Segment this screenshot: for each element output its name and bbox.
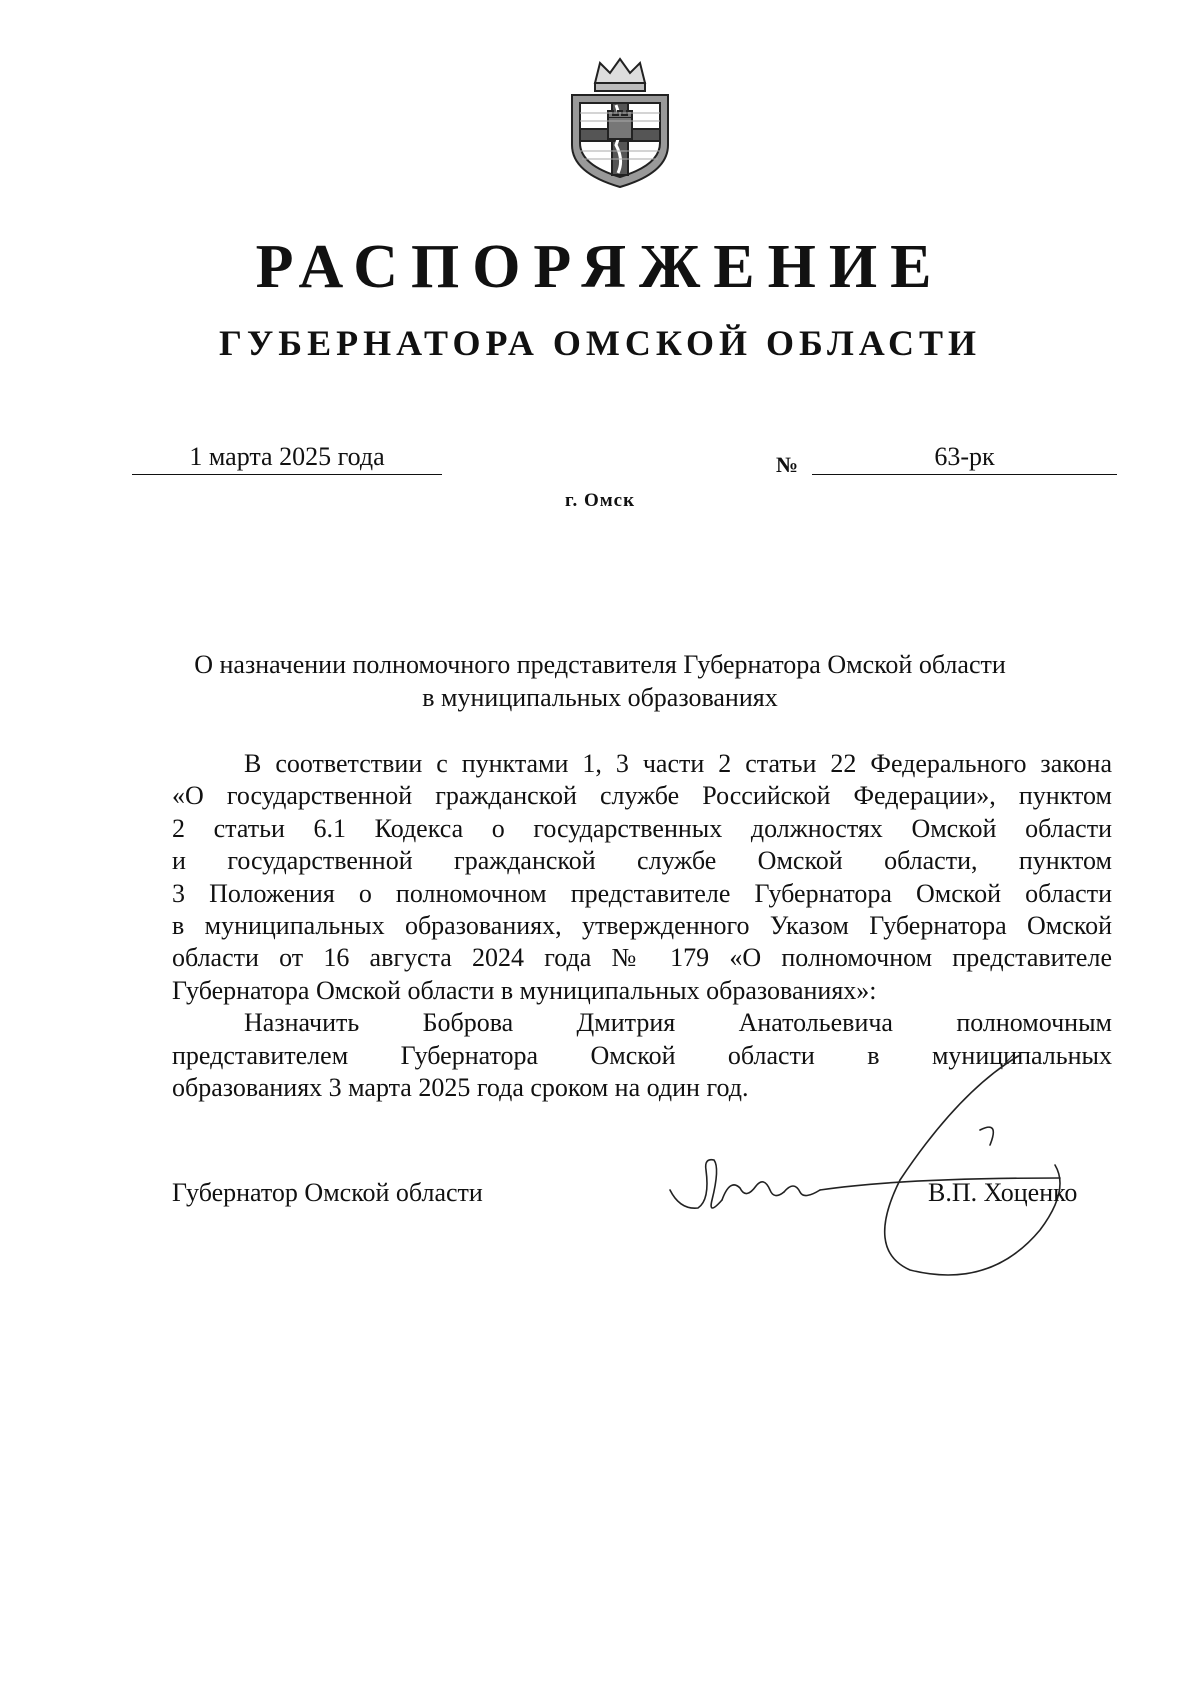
coat-of-arms-icon	[560, 55, 680, 190]
document-subtitle: ГУБЕРНАТОРА ОМСКОЙ ОБЛАСТИ	[218, 323, 982, 363]
body-line: образованиях 3 марта 2025 года сроком на один год.	[172, 1073, 749, 1103]
number-sign: №	[776, 452, 799, 477]
subject-line: О назначении полномочного представителя Губернатора Омской области	[194, 650, 1006, 679]
body-line: и государственной гражданской службе Омской области, пунктом	[172, 846, 1112, 876]
signer-role: Губернатор Омской области	[172, 1178, 483, 1207]
body-line: Губернатора Омской области в муниципальных образованиях»:	[172, 975, 877, 1005]
body-line: «О государственной гражданской службе Российской Федерации», пунктом	[172, 781, 1112, 811]
body-line: 3 Положения о полномочном представителе Губернатора Омской области	[172, 878, 1112, 908]
document-title: РАСПОРЯЖЕНИЕ	[255, 233, 945, 301]
body-line: Назначить Боброва Дмитрия Анатольевича полномочным	[244, 1008, 1112, 1038]
document-subject	[150, 648, 1050, 714]
body-line: 2 статьи 6.1 Кодекса о государственных должностях Омской области	[172, 813, 1112, 843]
body-paragraph	[172, 748, 1112, 1007]
handwritten-signature-icon	[660, 1050, 1080, 1280]
subject-line: в муниципальных образованиях	[422, 683, 778, 712]
body-line: области от 16 августа 2024 года № 179 «О полномочном представителе	[172, 943, 1112, 973]
document-date: 1 марта 2025 года	[132, 440, 442, 475]
document-number: 63-рк	[812, 440, 1117, 475]
body-line: в муниципальных образованиях, утвержденного Указом Губернатора Омской	[172, 911, 1112, 941]
signer-name: В.П. Хоценко	[928, 1178, 1078, 1207]
body-line: В соответствии с пунктами 1, 3 части 2 статьи 22 Федерального закона	[244, 749, 1112, 778]
body-line: представителем Губернатора Омской области в муниципальных	[172, 1040, 1112, 1070]
document-city: г. Омск	[564, 490, 636, 511]
